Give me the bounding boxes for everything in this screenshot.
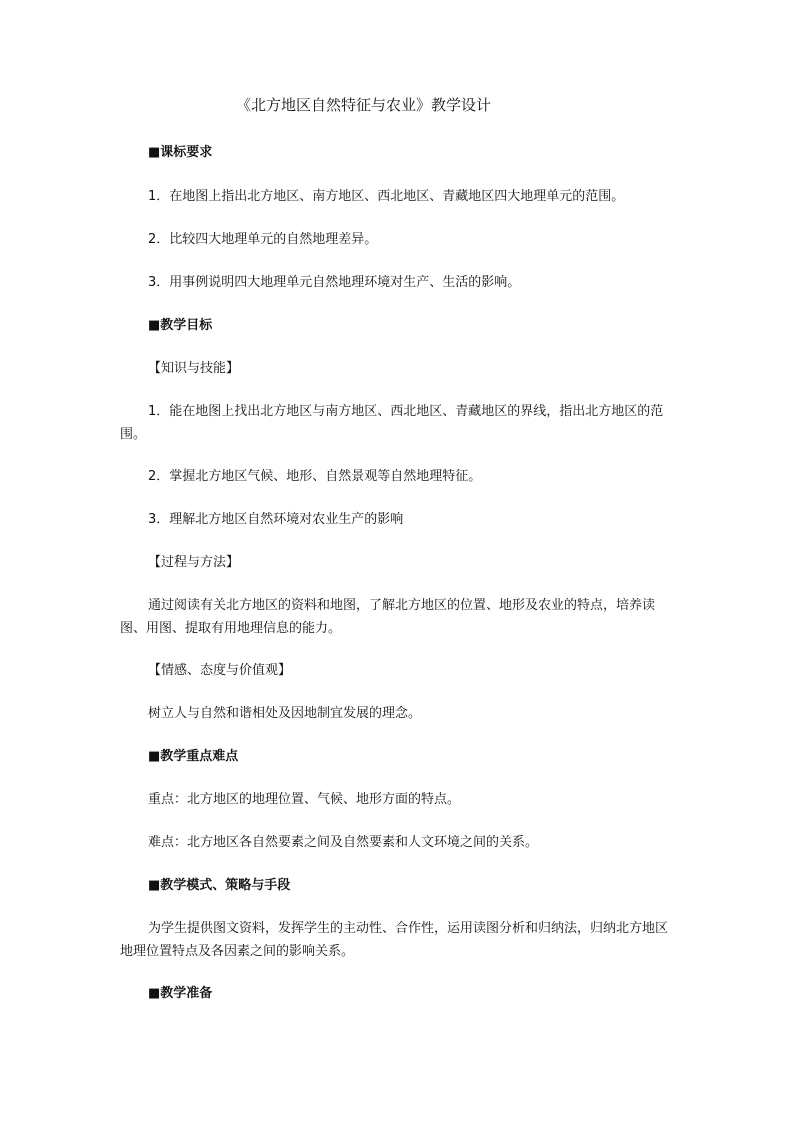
- paragraph: 3．用事例说明四大地理单元自然地理环境对生产、生活的影响。: [148, 275, 521, 290]
- paragraph: 树立人与自然和谐相处及因地制宜发展的理念。: [148, 706, 422, 721]
- paragraph: 2．比较四大地理单元的自然地理差异。: [148, 232, 378, 247]
- paragraph: 难点：北方地区各自然要素之间及自然要素和人文环境之间的关系。: [148, 835, 539, 850]
- section-heading-preparation: ■教学准备: [148, 986, 213, 1001]
- paragraph: 3．理解北方地区自然环境对农业生产的影响: [148, 512, 404, 527]
- paragraph: 重点：北方地区的地理位置、气候、地形方面的特点。: [148, 792, 461, 807]
- section-heading-curriculum: ■课标要求: [148, 145, 213, 160]
- document-title: 《北方地区自然特征与农业》教学设计: [236, 96, 492, 114]
- paragraph: 为学生提供图文资料，发挥学生的主动性、合作性，运用读图分析和归纳法，归纳北方地区地理位置特点及各因素之间的影响关系。: [120, 921, 669, 959]
- paragraph: 1．在地图上指出北方地区、南方地区、西北地区、青藏地区四大地理单元的范围。: [148, 189, 625, 204]
- subheading-knowledge: 【知识与技能】: [148, 361, 240, 376]
- subheading-process: 【过程与方法】: [148, 555, 240, 570]
- paragraph: 1．能在地图上找出北方地区与南方地区、西北地区、青藏地区的界线，指出北方地区的范围。: [120, 404, 664, 442]
- paragraph: 通过阅读有关北方地区的资料和地图，了解北方地区的位置、地形及农业的特点，培养读图、用图、提取有用地理信息的能力。: [120, 598, 656, 636]
- paragraph: 2．掌握北方地区气候、地形、自然景观等自然地理特征。: [148, 469, 482, 484]
- subheading-emotion: 【情感、态度与价值观】: [148, 663, 292, 678]
- section-heading-methods: ■教学模式、策略与手段: [148, 878, 291, 893]
- section-heading-objectives: ■教学目标: [148, 318, 213, 333]
- section-heading-key-points: ■教学重点难点: [148, 749, 239, 764]
